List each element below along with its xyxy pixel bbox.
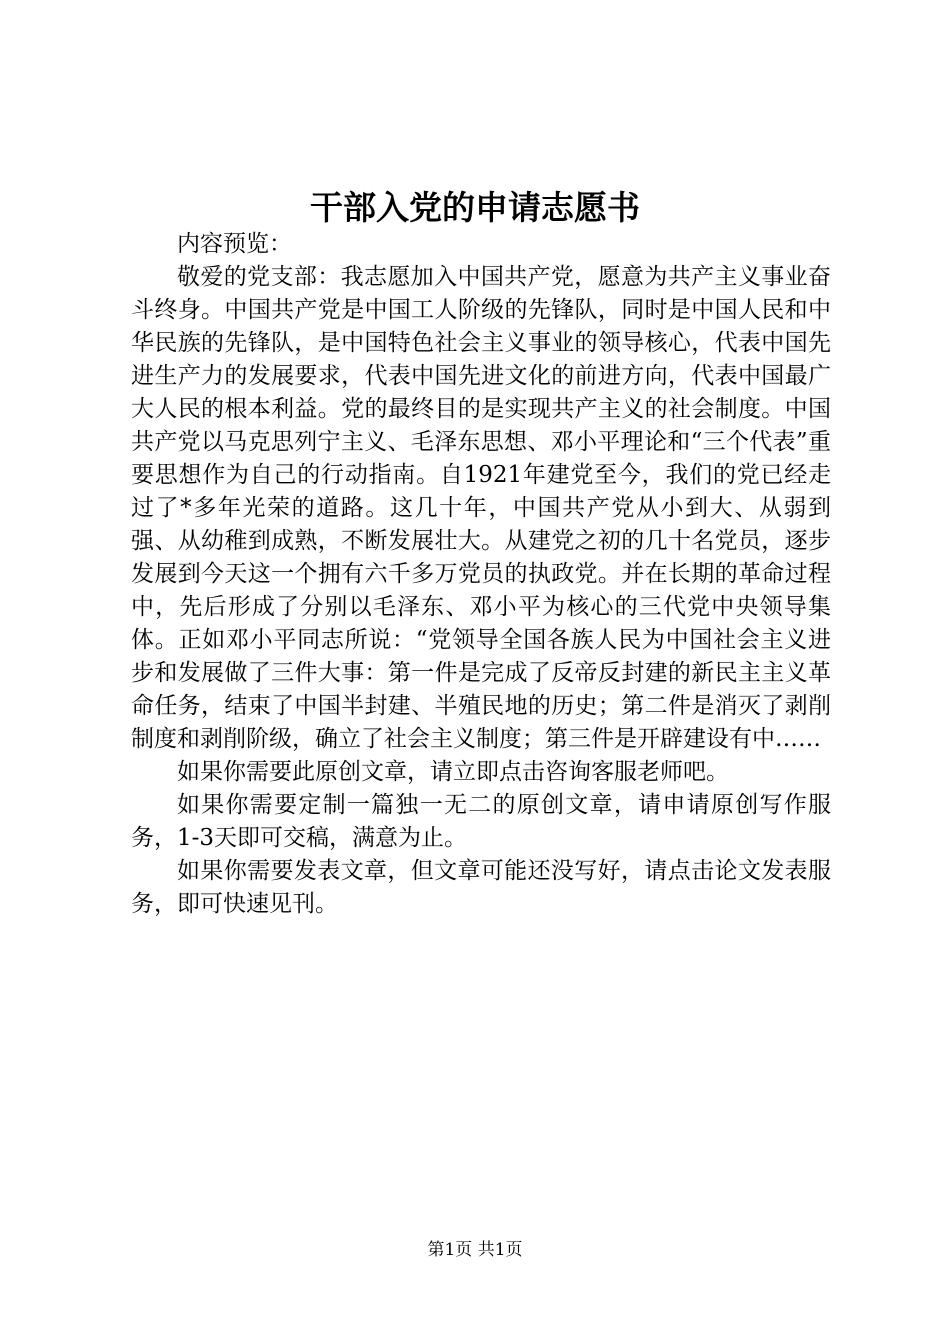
preview-label: 内容预览： (177, 231, 292, 257)
notice-paragraph-publish: 如果你需要发表文章，但文章可能还没写好，请点击论文发表服务，即可快速见刊。 (131, 858, 831, 917)
main-paragraph: 敬爱的党支部：我志愿加入中国共产党，愿意为共产主义事业奋斗终身。中国共产党是中国工人阶级的先锋队，同时是中国人民和中华民族的先锋队，是中国特色社会主义事业的领导核心，代表中国先进生产力的发展要求，代表中国先进文化的前进方向，代表中国最广大人民的根本利益。党的最终目的是实现共产主义的社会制度。中国共产党以马克思列宁主义、毛泽东思想、邓小平理论和“三个代表”重要思想作为自己的行动指南。自1921年建党至今，我们的党已经走过了*多年光荣的道路。这几十年，中国共产党从小到大、从弱到强、从幼稚到成熟，不断发展壮大。从建党之初的几十名党员，逐步发展到今天这一个拥有六千多万党员的执政党。并在长期的革命过程中，先后形成了分别以毛泽东、邓小平为核心的三代党中央领导集体。正如邓小平同志所说：“党领导全国各族人民为中国社会主义进步和发展做了三件大事：第一件是完成了反帝反封建的新民主主义革命任务，结束了中国半封建、半殖民地的历史；第二件是消灭了剥削制度和剥削阶级，确立了社会主义制度；第三件是开辟建设有中…… (131, 264, 831, 752)
document-title: 干部入党的申请志愿书 (310, 188, 640, 227)
notice-paragraph-consult: 如果你需要此原创文章，请立即点击咨询客服老师吧。 (177, 759, 729, 785)
page-footer: 第1页 共1页 (427, 1240, 523, 1260)
notice-paragraph-custom: 如果你需要定制一篇独一无二的原创文章，请申请原创写作服务，1-3天即可交稿，满意为止。 (131, 792, 831, 851)
document-body (131, 228, 831, 921)
